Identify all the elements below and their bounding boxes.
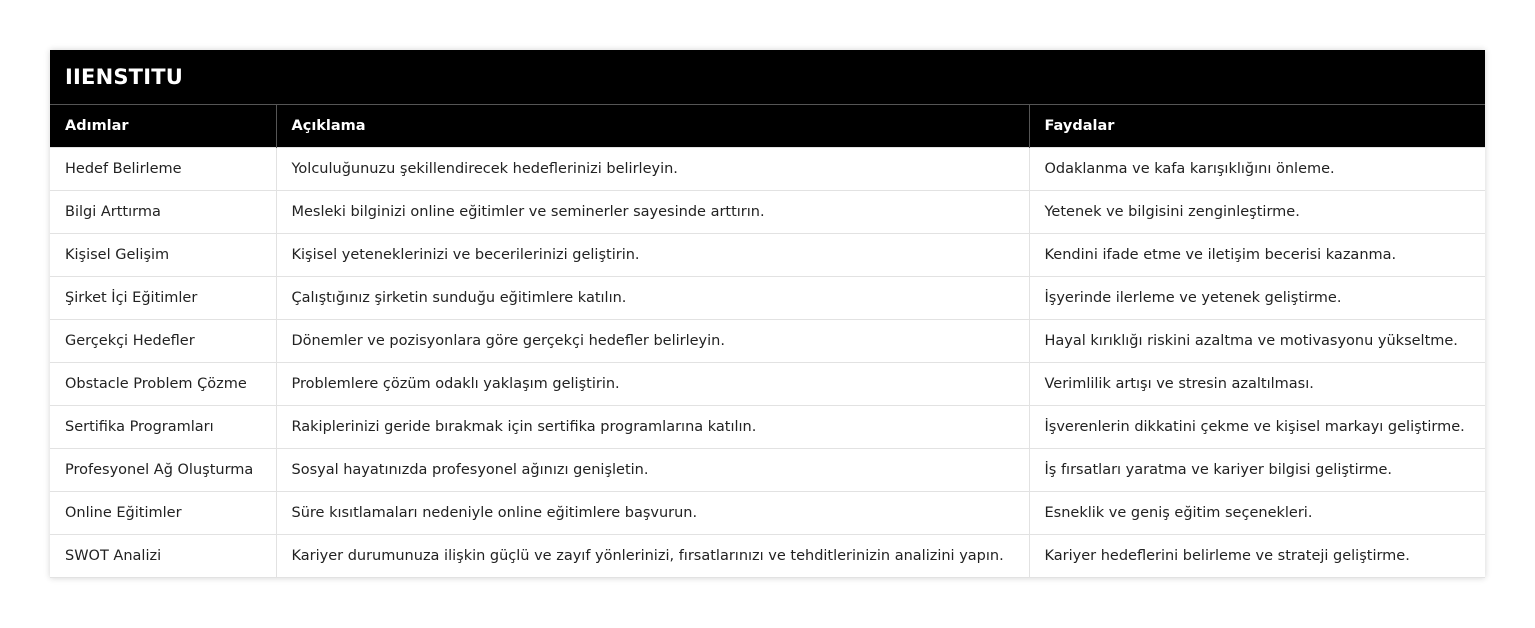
column-header-benefits: Faydalar [1029, 105, 1485, 148]
cell-step: Obstacle Problem Çözme [50, 363, 276, 406]
cell-step: SWOT Analizi [50, 535, 276, 578]
table-row [50, 535, 1485, 578]
cell-benefit: Odaklanma ve kafa karışıklığını önleme. [1029, 148, 1485, 191]
cell-benefit: İşyerinde ilerleme ve yetenek geliştirme. [1029, 277, 1485, 320]
cell-description: Kariyer durumunuza ilişkin güçlü ve zayıf yönlerinizi, fırsatlarınızı ve tehditlerinizin analizini yapın. [276, 535, 1029, 578]
table-row [50, 320, 1485, 363]
career-steps-table [50, 50, 1485, 578]
cell-step: Bilgi Arttırma [50, 191, 276, 234]
table-row [50, 191, 1485, 234]
cell-description: Süre kısıtlamaları nedeniyle online eğitimlere başvurun. [276, 492, 1029, 535]
column-header-description: Açıklama [276, 105, 1029, 148]
cell-benefit: İş fırsatları yaratma ve kariyer bilgisi geliştirme. [1029, 449, 1485, 492]
table-row [50, 492, 1485, 535]
table-title: IIENSTITU [50, 50, 1485, 105]
table-row [50, 277, 1485, 320]
cell-benefit: Esneklik ve geniş eğitim seçenekleri. [1029, 492, 1485, 535]
cell-step: Kişisel Gelişim [50, 234, 276, 277]
cell-description: Sosyal hayatınızda profesyonel ağınızı genişletin. [276, 449, 1029, 492]
cell-benefit: Yetenek ve bilgisini zenginleştirme. [1029, 191, 1485, 234]
table-row [50, 148, 1485, 191]
cell-benefit: Kariyer hedeflerini belirleme ve strateji geliştirme. [1029, 535, 1485, 578]
table-title-row [50, 50, 1485, 105]
cell-description: Dönemler ve pozisyonlara göre gerçekçi hedefler belirleyin. [276, 320, 1029, 363]
cell-benefit: Kendini ifade etme ve iletişim becerisi kazanma. [1029, 234, 1485, 277]
table-row [50, 234, 1485, 277]
cell-step: Gerçekçi Hedefler [50, 320, 276, 363]
cell-description: Mesleki bilginizi online eğitimler ve seminerler sayesinde arttırın. [276, 191, 1029, 234]
cell-description: Yolculuğunuzu şekillendirecek hedeflerinizi belirleyin. [276, 148, 1029, 191]
cell-step: Online Eğitimler [50, 492, 276, 535]
cell-step: Profesyonel Ağ Oluşturma [50, 449, 276, 492]
table-row [50, 449, 1485, 492]
data-table-container [50, 50, 1485, 578]
cell-benefit: İşverenlerin dikkatini çekme ve kişisel markayı geliştirme. [1029, 406, 1485, 449]
cell-step: Sertifika Programları [50, 406, 276, 449]
cell-step: Hedef Belirleme [50, 148, 276, 191]
table-row [50, 406, 1485, 449]
cell-description: Çalıştığınız şirketin sunduğu eğitimlere katılın. [276, 277, 1029, 320]
cell-benefit: Verimlilik artışı ve stresin azaltılması. [1029, 363, 1485, 406]
cell-description: Rakiplerinizi geride bırakmak için sertifika programlarına katılın. [276, 406, 1029, 449]
table-header-row [50, 105, 1485, 148]
cell-benefit: Hayal kırıklığı riskini azaltma ve motivasyonu yükseltme. [1029, 320, 1485, 363]
column-header-steps: Adımlar [50, 105, 276, 148]
table-row [50, 363, 1485, 406]
cell-step: Şirket İçi Eğitimler [50, 277, 276, 320]
cell-description: Kişisel yeteneklerinizi ve becerilerinizi geliştirin. [276, 234, 1029, 277]
cell-description: Problemlere çözüm odaklı yaklaşım geliştirin. [276, 363, 1029, 406]
